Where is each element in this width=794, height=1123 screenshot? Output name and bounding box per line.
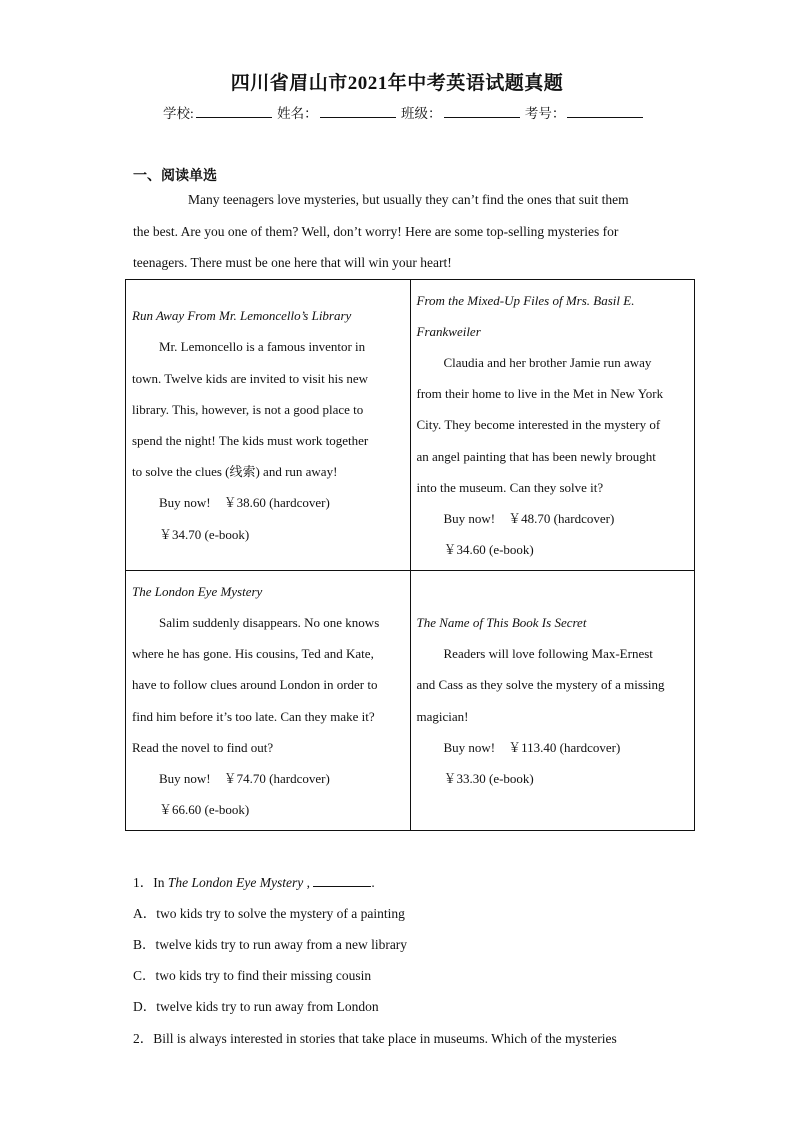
passage-line: teenagers. There must be one here that will win your heart! xyxy=(133,255,452,270)
book-desc-line: City. They become interested in the mystery of xyxy=(416,417,661,433)
ebook-price: ￥33.30 (e-book) xyxy=(443,770,534,786)
book-desc-line: Read the novel to find out? xyxy=(132,739,274,755)
passage-line: Many teenagers love mysteries, but usually they can’t find the ones that suit them xyxy=(188,192,629,207)
book-cell xyxy=(126,280,411,571)
school-label: 学校: xyxy=(163,106,194,121)
book-desc-line: an angel painting that has been newly brought xyxy=(416,448,656,464)
book-title: From the Mixed-Up Files of Mrs. Basil E. xyxy=(416,292,635,308)
book-title: Frankweiler xyxy=(416,323,481,339)
book-desc-line: magician! xyxy=(416,708,469,724)
name-blank[interactable] xyxy=(320,104,396,118)
book-desc-line: town. Twelve kids are invited to visit his new xyxy=(132,370,369,386)
exam-number-blank[interactable] xyxy=(567,104,643,118)
book-desc-line: Mr. Lemoncello is a famous inventor in xyxy=(159,339,366,355)
buy-now-text: Buy now! xyxy=(159,770,211,786)
question-comma: , xyxy=(306,875,310,890)
book-title: The London Eye Mystery xyxy=(132,583,263,599)
book-title: Run Away From Mr. Lemoncello’s Library xyxy=(132,308,352,324)
hardcover-price: ￥38.60 (hardcover) xyxy=(223,495,330,511)
ebook-price: ￥34.60 (e-book) xyxy=(443,542,534,558)
section-heading: 一、阅读单选 xyxy=(133,169,217,184)
class-blank[interactable] xyxy=(444,104,520,118)
option-b[interactable]: B．twelve kids try to run away from a new library xyxy=(133,937,408,952)
passage-line: the best. Are you one of them? Well, don’t worry! Here are some top-selling mysteries for xyxy=(133,223,619,239)
name-label: 姓名： xyxy=(277,106,318,121)
book-desc-line: spend the night! The kids must work together xyxy=(132,433,369,448)
class-label: 班级： xyxy=(401,106,442,121)
book-desc-line: and Cass as they solve the mystery of a missing xyxy=(416,677,665,693)
book-desc-line: have to follow clues around London in order to xyxy=(132,677,378,693)
hardcover-price: ￥74.70 (hardcover) xyxy=(223,770,330,786)
option-c[interactable]: C．two kids try to find their missing cousin xyxy=(133,968,372,983)
book-desc-line: where he has gone. His cousins, Ted and Kate, xyxy=(132,646,374,662)
book-desc-line: Claudia and her brother Jamie run away xyxy=(443,354,652,370)
passage-intro xyxy=(133,184,673,279)
buy-now-text: Buy now! xyxy=(443,511,496,526)
question-number: 1．In xyxy=(133,875,165,890)
book-desc-line: find him before it’s too late. Can they make it? xyxy=(132,708,375,724)
question-book-title: The London Eye Mystery xyxy=(167,875,304,890)
page-title: 四川省眉山市2021年中考英语试题真题 xyxy=(230,73,564,94)
exam-number-label: 考号： xyxy=(524,106,566,121)
book-desc-line: into the museum. Can they solve it? xyxy=(416,479,604,495)
book-desc-line: to solve the clues (线索) and run away! xyxy=(132,464,338,480)
ebook-price: ￥34.70 (e-book) xyxy=(159,526,250,542)
question-1 xyxy=(133,871,375,891)
book-desc-line: from their home to live in the Met in New York xyxy=(416,386,664,402)
books-table xyxy=(125,279,695,831)
question-period: . xyxy=(371,875,375,890)
option-d[interactable]: D．twelve kids try to run away from London xyxy=(133,999,379,1014)
book-desc-line: Salim suddenly disappears. No one knows xyxy=(159,614,380,630)
book-title: The Name of This Book Is Secret xyxy=(416,614,587,630)
buy-now-text: Buy now! xyxy=(159,495,211,511)
option-a[interactable]: A．two kids try to solve the mystery of a painting xyxy=(133,906,405,921)
question-2: 2．Bill is always interested in stories that take place in museums. Which of the mysteries xyxy=(133,1031,617,1046)
book-cell xyxy=(410,571,695,831)
book-desc-line: library. This, however, is not a good place to xyxy=(132,401,364,417)
answer-blank[interactable] xyxy=(313,874,371,887)
hardcover-price: ￥113.40 (hardcover) xyxy=(508,739,621,755)
book-desc-line: Readers will love following Max-Ernest xyxy=(443,646,653,662)
book-cell xyxy=(126,571,411,831)
student-info-line xyxy=(163,102,645,122)
ebook-price: ￥66.60 (e-book) xyxy=(159,802,250,818)
book-cell xyxy=(410,280,695,571)
buy-now-text: Buy now! xyxy=(443,739,496,755)
school-blank[interactable] xyxy=(196,104,272,118)
hardcover-price: ￥48.70 (hardcover) xyxy=(508,511,615,526)
